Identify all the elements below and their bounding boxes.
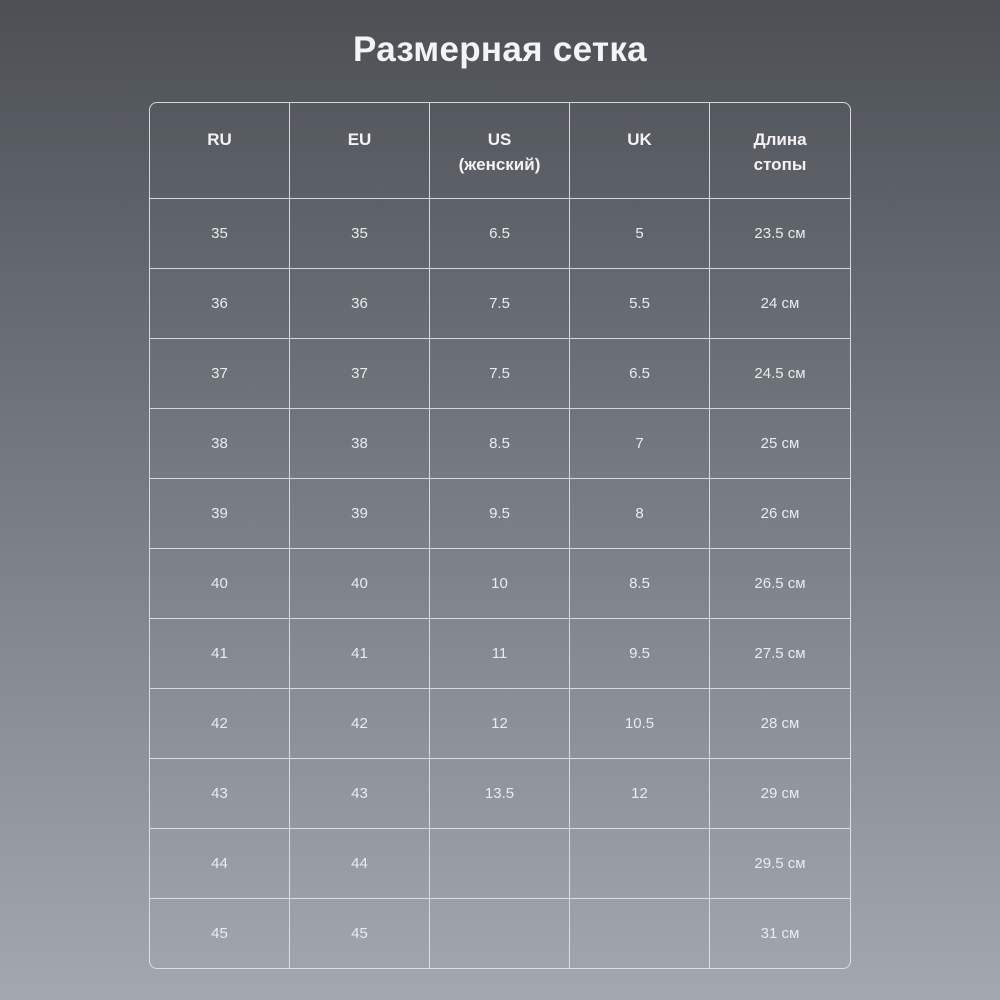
header-us: US (женский) xyxy=(430,103,570,199)
table-header-row xyxy=(150,103,850,199)
cell-uk xyxy=(570,899,710,968)
cell-uk: 12 xyxy=(570,759,710,829)
cell-foot-length: 31 см xyxy=(760,925,800,942)
cell-us: 7.5 xyxy=(430,339,570,409)
cell-uk: 9.5 xyxy=(570,619,710,689)
cell-ru: 39 xyxy=(150,479,290,549)
cell-eu: 39 xyxy=(290,479,430,549)
table-row xyxy=(150,759,850,829)
cell-uk: 6.5 xyxy=(570,339,710,409)
cell-eu: 38 xyxy=(290,409,430,479)
table-row xyxy=(150,899,850,968)
table-row xyxy=(150,549,850,619)
table-row xyxy=(150,829,850,899)
cell-us: 6.5 xyxy=(430,199,570,269)
cell-eu: 43 xyxy=(290,759,430,829)
cell-eu: 35 xyxy=(290,199,430,269)
cell-foot-length: 25 см xyxy=(710,409,850,479)
cell-ru: 43 xyxy=(150,759,290,829)
cell-uk: 8 xyxy=(570,479,710,549)
size-chart-table xyxy=(149,102,851,969)
cell-foot-length: 24.5 см xyxy=(710,339,850,409)
table-row xyxy=(150,269,850,339)
cell-ru: 35 xyxy=(150,199,290,269)
cell-ru: 45 xyxy=(150,899,290,968)
cell-uk xyxy=(570,829,710,899)
table-row xyxy=(150,339,850,409)
cell-us: 12 xyxy=(430,689,570,759)
header-foot-length: Длина стопы xyxy=(710,103,850,199)
header-uk: UK xyxy=(570,103,710,199)
cell-us xyxy=(430,899,570,968)
cell-foot-length: 23.5 см xyxy=(710,199,850,269)
cell-foot-length: 29 см xyxy=(710,759,850,829)
cell-us xyxy=(430,829,570,899)
cell-uk: 7 xyxy=(570,409,710,479)
cell-ru: 40 xyxy=(150,549,290,619)
cell-ru: 38 xyxy=(150,409,290,479)
table-row xyxy=(150,619,850,689)
cell-ru: 42 xyxy=(150,689,290,759)
cell-foot-length: 27.5 см xyxy=(710,619,850,689)
cell-eu: 41 xyxy=(290,619,430,689)
table-row xyxy=(150,199,850,269)
cell-ru: 36 xyxy=(150,269,290,339)
table-row xyxy=(150,479,850,549)
cell-eu: 44 xyxy=(290,829,430,899)
cell-uk: 8.5 xyxy=(570,549,710,619)
cell-foot-length: 24 см xyxy=(710,269,850,339)
cell-eu: 45 xyxy=(290,899,430,968)
cell-us: 8.5 xyxy=(430,409,570,479)
table-row xyxy=(150,409,850,479)
cell-uk: 5 xyxy=(570,199,710,269)
cell-eu: 36 xyxy=(290,269,430,339)
table-body xyxy=(150,199,850,968)
header-ru: RU xyxy=(150,103,290,199)
cell-eu: 42 xyxy=(290,689,430,759)
cell-uk: 5.5 xyxy=(570,269,710,339)
cell-us: 11 xyxy=(430,619,570,689)
cell-us: 13.5 xyxy=(430,759,570,829)
cell-ru: 44 xyxy=(150,829,290,899)
cell-us: 10 xyxy=(430,549,570,619)
cell-foot-length: 26 см xyxy=(710,479,850,549)
cell-eu: 37 xyxy=(290,339,430,409)
page-title: Размерная сетка xyxy=(353,30,647,69)
cell-foot-length: 26.5 см xyxy=(710,549,850,619)
cell-us: 7.5 xyxy=(430,269,570,339)
cell-ru: 37 xyxy=(150,339,290,409)
header-eu: EU xyxy=(290,103,430,199)
cell-eu: 40 xyxy=(290,549,430,619)
cell-foot-length: 28 см xyxy=(710,689,850,759)
cell-foot-length: 29.5 см xyxy=(710,829,850,899)
cell-ru: 41 xyxy=(150,619,290,689)
cell-us: 9.5 xyxy=(430,479,570,549)
table-row xyxy=(150,689,850,759)
cell-uk: 10.5 xyxy=(570,689,710,759)
